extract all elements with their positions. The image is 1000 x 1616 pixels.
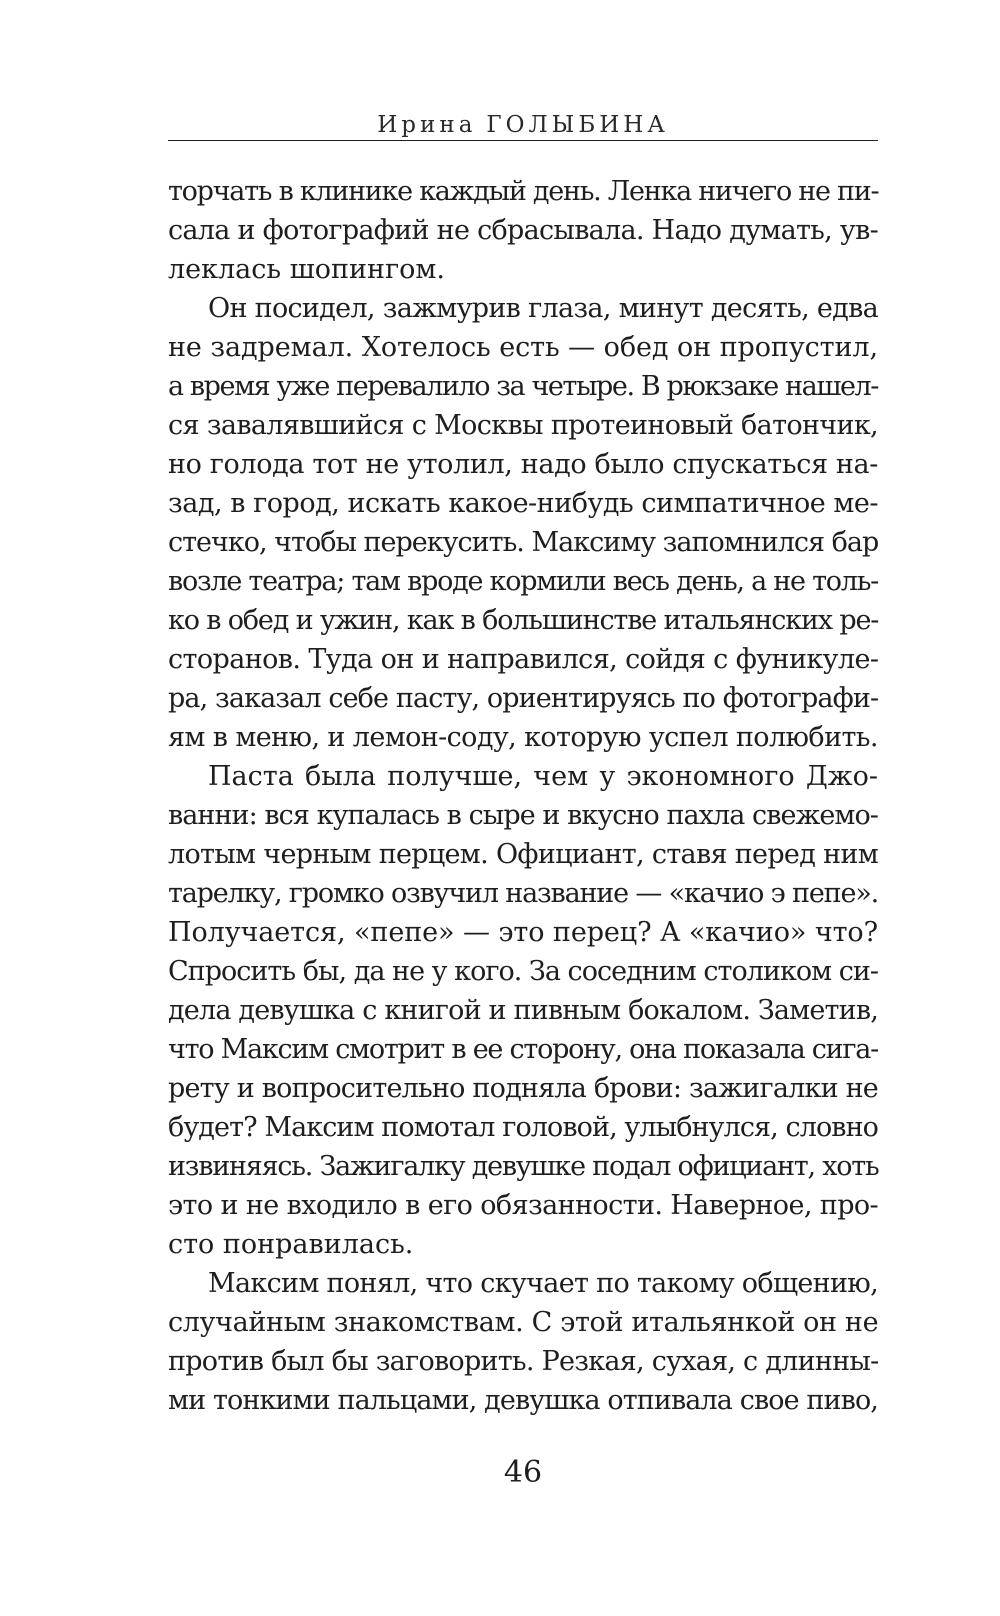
text-line: это и не входило в его обязанности. Наверное, про-	[168, 1190, 879, 1221]
text-line: сала и фотографий не сбрасывала. Надо думать, ув-	[168, 215, 878, 246]
running-head	[168, 110, 878, 140]
text-line: ко в обед и ужин, как в большинстве итальянских ре-	[168, 605, 879, 636]
text-line: сторанов. Туда он и направился, сойдя с фуникуле-	[168, 644, 879, 675]
text-line: ванни: вся купалась в сыре и вкусно пахла свежемо-	[168, 800, 878, 831]
author-first-name: Ирина	[377, 112, 477, 138]
text-line: Спросить бы, да не у кого. За соседним столиком си-	[168, 956, 879, 987]
author-last-name: ГОЛЫБИНА	[486, 112, 669, 138]
text-line: что Максим смотрит в ее сторону, она показала сига-	[168, 1034, 878, 1065]
header-rule	[168, 140, 878, 141]
text-line: будет? Максим помотал головой, улыбнулся, словно	[168, 1112, 878, 1143]
text-line: зад, в город, искать какое-нибудь симпатичное ме-	[168, 488, 878, 519]
text-line: Получается, «пепе» — это перец? А «качио» что?	[168, 917, 878, 948]
text-line: Максим понял, что скучает по такому общению,	[208, 1268, 879, 1299]
text-line: извиняясь. Зажигалку девушке подал официант, хоть	[168, 1151, 879, 1182]
body-text	[168, 172, 878, 1420]
text-line: ся завалявшийся с Москвы протеиновый батончик,	[168, 410, 878, 441]
text-line: стечко, чтобы перекусить. Максиму запомнился бар	[168, 527, 879, 558]
text-line: тарелку, громко озвучил название — «качио э пепе».	[168, 878, 878, 909]
text-line: леклась шопингом.	[168, 254, 445, 285]
text-line: не задремал. Хотелось есть — обед он пропустил,	[168, 332, 878, 363]
text-line: Он посидел, зажмурив глаза, минут десять, едва	[208, 293, 878, 324]
text-line: ра, заказал себе пасту, ориентируясь по фотографи-	[168, 683, 879, 714]
text-line: случайным знакомствам. С этой итальянкой он не	[168, 1307, 879, 1338]
text-line: сто понравилась.	[168, 1229, 414, 1260]
text-line: Паста была получше, чем у экономного Джо-	[208, 761, 878, 792]
text-line: ми тонкими пальцами, девушка отпивала свое пиво,	[168, 1385, 878, 1416]
text-line: ям в меню, и лемон-соду, которую успел полюбить.	[168, 722, 878, 753]
text-line: но голода тот не утолил, надо было спускаться на-	[168, 449, 878, 480]
text-line: возле театра; там вроде кормили весь день, а не толь-	[168, 566, 879, 597]
text-line: а время уже перевалило за четыре. В рюкзаке нашел-	[168, 371, 878, 402]
page-number: 46	[503, 1455, 543, 1490]
text-line: торчать в клинике каждый день. Ленка ничего не пи-	[168, 176, 879, 207]
text-line: рету и вопросительно подняла брови: зажигалки не	[168, 1073, 878, 1104]
text-line: дела девушка с книгой и пивным бокалом. Заметив,	[168, 995, 878, 1026]
text-line: против был бы заговорить. Резкая, сухая, с длинны-	[168, 1346, 879, 1377]
text-line: лотым черным перцем. Официант, ставя перед ним	[168, 839, 878, 870]
